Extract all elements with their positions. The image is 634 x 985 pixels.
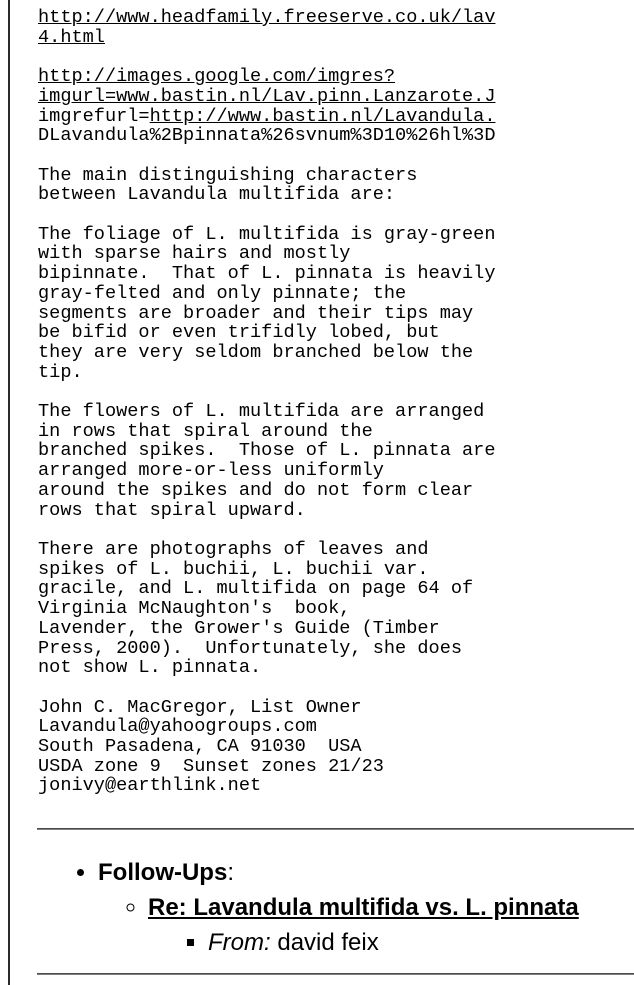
followup-from-item (208, 925, 634, 960)
message-text: gray-felted and only pinnate; the (38, 282, 407, 304)
followups-heading-colon: : (227, 859, 234, 886)
message-text: segments are broader and their tips may (38, 302, 474, 324)
followup-thread-item (148, 890, 634, 960)
separator-bottom (37, 973, 634, 975)
message-text: gracile, and L. multifida on page 64 of (38, 578, 474, 600)
message-text: in rows that spiral around the (38, 420, 373, 442)
from-label: From: (208, 929, 271, 956)
followup-thread-link[interactable]: Re: Lavandula multifida vs. L. pinnata (148, 894, 579, 921)
message-text: The main distinguishing characters (38, 164, 418, 186)
followups-list (38, 855, 634, 960)
message-text: The foliage of L. multifida is gray-green (38, 223, 496, 245)
from-value: david feix (277, 929, 379, 956)
left-border-rule (8, 0, 10, 985)
message-text: they are very seldom branched below the (38, 341, 474, 363)
message-text: USDA zone 9 Sunset zones 21/23 (38, 755, 384, 777)
message-text: There are photographs of leaves and (38, 538, 429, 560)
message-text: imgrefurl= (38, 105, 150, 127)
message-text: tip. (38, 361, 83, 383)
message-link[interactable]: http://www.headfamily.freeserve.co.uk/lav (38, 7, 496, 28)
message-text: branched spikes. Those of L. pinnata are (38, 440, 496, 462)
message-text: Lavender, the Grower's Guide (Timber (38, 617, 440, 639)
followups-section (38, 855, 634, 960)
message-text: South Pasadena, CA 91030 USA (38, 736, 362, 758)
message-text: Press, 2000). Unfortunately, she does (38, 637, 463, 659)
message-text: between Lavandula multifida are: (38, 184, 396, 206)
separator-top (37, 828, 634, 830)
message-text: John C. MacGregor, List Owner (38, 696, 362, 718)
followup-meta-list (148, 925, 634, 960)
followups-heading: Follow-Ups (98, 859, 228, 886)
message-text: DLavandula%2Bpinnata%26svnum%3D10%26hl%3D (38, 125, 496, 147)
message-text: with sparse hairs and mostly (38, 243, 351, 265)
message-link[interactable]: 4.html (38, 26, 105, 48)
message-text: spikes of L. buchii, L. buchii var. (38, 558, 429, 580)
message-text: arranged more-or-less uniformly (38, 460, 384, 482)
message-text: around the spikes and do not form clear (38, 479, 474, 501)
message-text: Virginia McNaughton's book, (38, 598, 351, 620)
message-link[interactable]: imgurl=www.bastin.nl/Lav.pinn.Lanzarote.J (38, 85, 496, 107)
message-text: be bifid or even trifidly lobed, but (38, 322, 440, 344)
message-text: rows that spiral upward. (38, 499, 306, 521)
message-text: Lavandula@yahoogroups.com (38, 716, 317, 738)
followup-threads-list (98, 890, 634, 960)
message-link[interactable]: http://images.google.com/imgres? (38, 66, 396, 88)
message-body (38, 0, 500, 808)
followups-item (98, 855, 634, 960)
message-text: not show L. pinnata. (38, 657, 262, 679)
message-link[interactable]: http://www.bastin.nl/Lavandula. (149, 105, 496, 127)
message-text: jonivy@earthlink.net (38, 775, 262, 797)
message-text: bipinnate. That of L. pinnata is heavily (38, 263, 496, 285)
message-text: The flowers of L. multifida are arranged (38, 401, 485, 423)
